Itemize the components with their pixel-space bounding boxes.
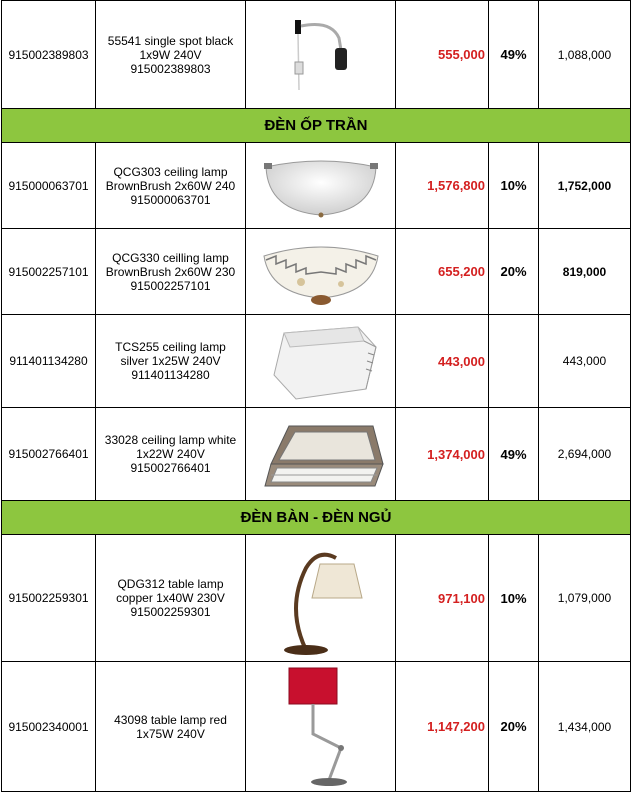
sale-price: 971,100 [396, 535, 489, 662]
table-row [2, 408, 631, 501]
original-price: 443,000 [539, 315, 631, 408]
discount-percent: 20% [489, 229, 539, 315]
price-table [1, 0, 631, 792]
product-code: 911401134280 [2, 315, 96, 408]
product-description: 43098 table lamp red 1x75W 240V [96, 662, 246, 792]
product-image [246, 229, 396, 315]
product-image [246, 662, 396, 792]
discount-percent: 49% [489, 408, 539, 501]
table-row [2, 662, 631, 792]
product-code: 915002259301 [2, 535, 96, 662]
product-description: 55541 single spot black 1x9W 240V 915002389803 [96, 1, 246, 109]
table-row [2, 1, 631, 109]
product-description: QCG330 ceilling lamp BrownBrush 2x60W 230 915002257101 [96, 229, 246, 315]
discount-percent: 20% [489, 662, 539, 792]
sale-price: 1,576,800 [396, 143, 489, 229]
original-price: 1,088,000 [539, 1, 631, 109]
product-code: 915002766401 [2, 408, 96, 501]
sale-price: 1,374,000 [396, 408, 489, 501]
product-image [246, 535, 396, 662]
product-image [246, 315, 396, 408]
product-description: TCS255 ceiling lamp silver 1x25W 240V 911401134280 [96, 315, 246, 408]
product-description: QDG312 table lamp copper 1x40W 230V 915002259301 [96, 535, 246, 662]
ceiling-lamp-image [251, 414, 391, 494]
product-code: 915000063701 [2, 143, 96, 229]
discount-percent [489, 315, 539, 408]
table-lamp-image [271, 664, 371, 790]
table-row [2, 315, 631, 408]
product-code: 915002389803 [2, 1, 96, 109]
table-row [2, 143, 631, 229]
ceiling-lamp-image [256, 234, 386, 310]
original-price: 1,079,000 [539, 535, 631, 662]
discount-percent: 10% [489, 143, 539, 229]
product-code: 915002340001 [2, 662, 96, 792]
section-header [2, 109, 631, 143]
section-title: ĐÈN BÀN - ĐÈN NGỦ [2, 501, 631, 535]
section-title: ĐÈN ỐP TRẦN [2, 109, 631, 143]
sale-price: 555,000 [396, 1, 489, 109]
discount-percent: 10% [489, 535, 539, 662]
table-row [2, 535, 631, 662]
table-row [2, 229, 631, 315]
section-header [2, 501, 631, 535]
original-price: 2,694,000 [539, 408, 631, 501]
product-code: 915002257101 [2, 229, 96, 315]
product-description: QCG303 ceiling lamp BrownBrush 2x60W 240 915000063701 [96, 143, 246, 229]
product-image [246, 143, 396, 229]
product-description: 33028 ceiling lamp white 1x22W 240V 915002766401 [96, 408, 246, 501]
product-image [246, 1, 396, 109]
sale-price: 655,200 [396, 229, 489, 315]
product-image [246, 408, 396, 501]
ceiling-lamp-image [256, 149, 386, 223]
spot-lamp-image [281, 10, 361, 100]
ceiling-lamp-image [256, 319, 386, 403]
original-price: 819,000 [539, 229, 631, 315]
sale-price: 1,147,200 [396, 662, 489, 792]
discount-percent: 49% [489, 1, 539, 109]
original-price: 1,752,000 [539, 143, 631, 229]
table-lamp-image [276, 538, 366, 658]
sale-price: 443,000 [396, 315, 489, 408]
original-price: 1,434,000 [539, 662, 631, 792]
